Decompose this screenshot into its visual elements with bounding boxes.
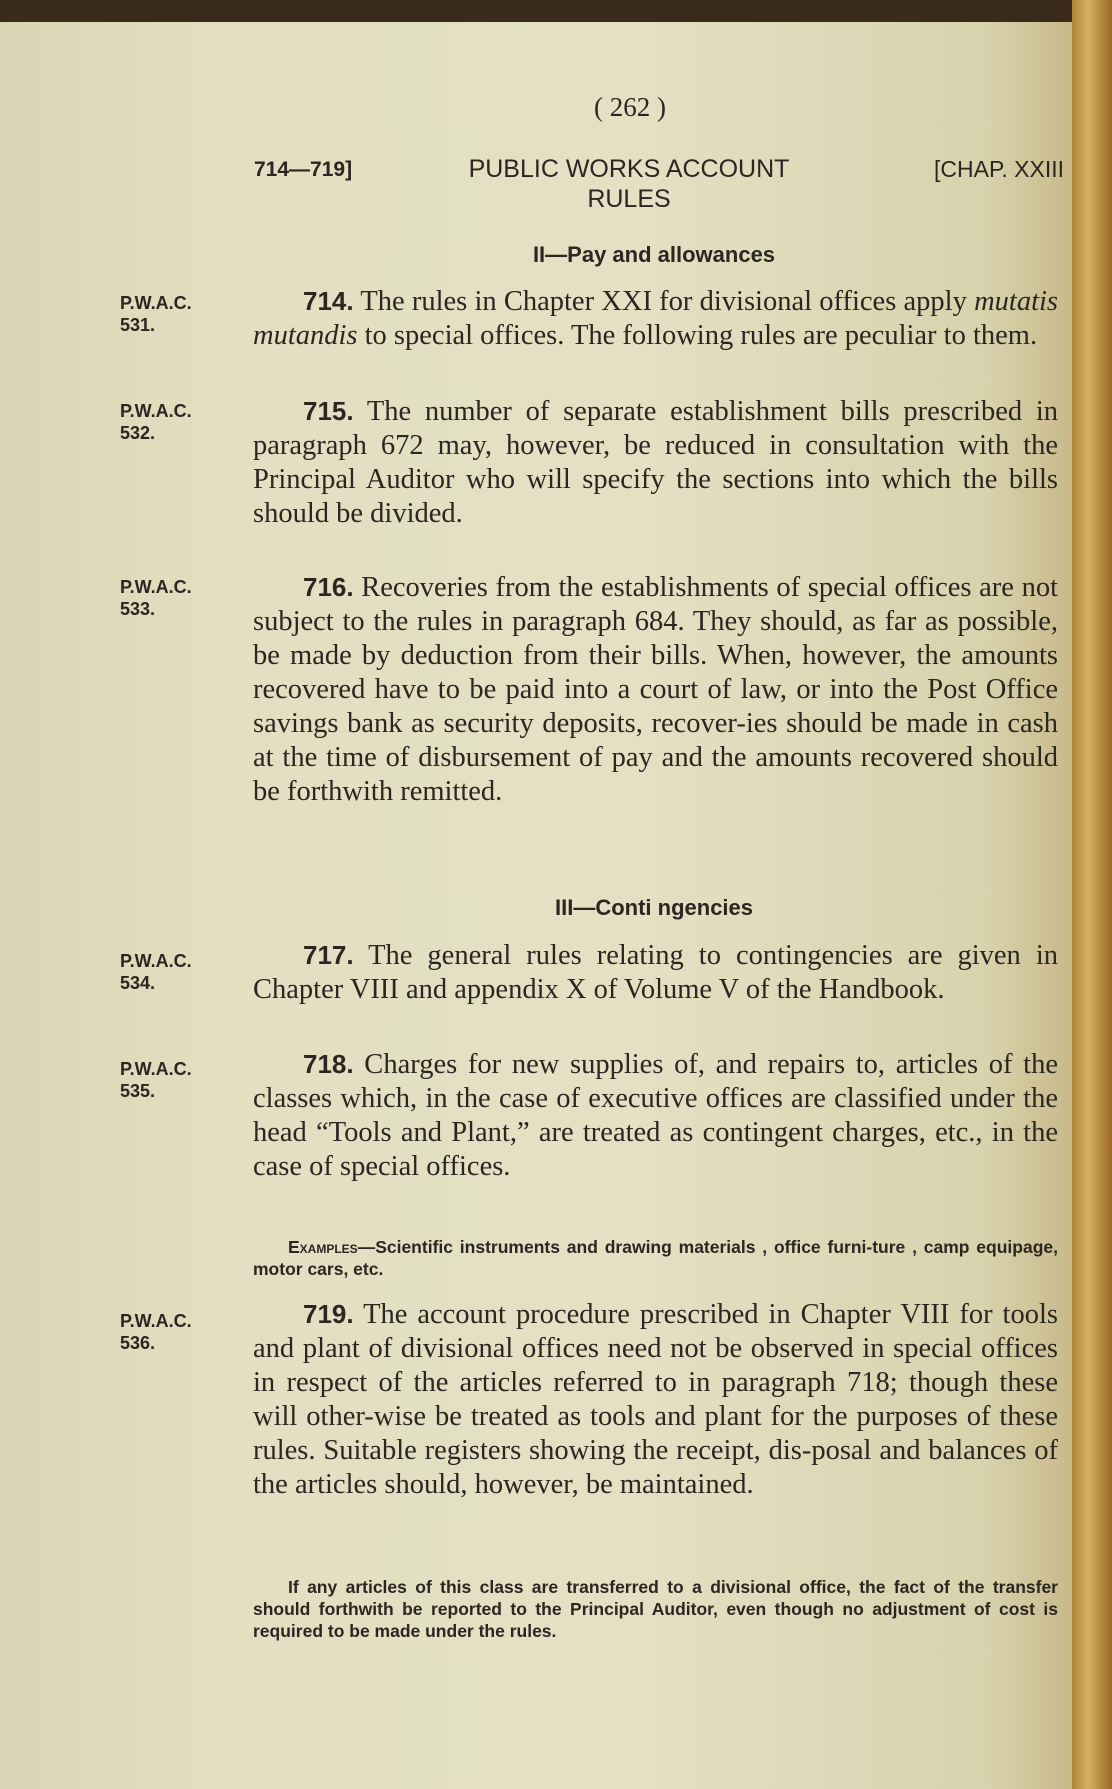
margin-ref-531 <box>120 292 192 336</box>
margin-ref-num: 535. <box>120 1081 156 1101</box>
paragraph-number: 718. <box>303 1049 354 1079</box>
margin-ref-code: P.W.A.C. <box>120 1059 192 1079</box>
paragraph-number: 715. <box>303 396 354 426</box>
chapter-label: [CHAP. XXIII <box>934 156 1064 182</box>
margin-ref-535 <box>120 1058 192 1102</box>
margin-ref-num: 532. <box>120 423 156 443</box>
paragraph-number: 717. <box>303 940 354 970</box>
margin-ref-code: P.W.A.C. <box>120 951 192 971</box>
paragraph-range: 714—719] <box>254 158 353 181</box>
paragraph-text: Charges for new supplies of, and repairs to, articles of the classes which, in the case of executive offices are classified under the head “Tools and Plant,” are treated as contingent charges, etc., in the case of special offices. <box>253 1049 1058 1182</box>
section-heading-pay: II—Pay and allowances <box>532 242 776 267</box>
paragraph-717 <box>253 938 1058 1007</box>
section-heading-contingencies: III—Conti ngencies <box>554 895 754 920</box>
margin-ref-num: 531. <box>120 315 156 335</box>
margin-ref-code: P.W.A.C. <box>120 1311 192 1331</box>
margin-ref-533 <box>120 576 192 620</box>
paragraph-number: 714. <box>303 286 354 316</box>
margin-ref-code: P.W.A.C. <box>120 293 192 313</box>
margin-ref-num: 536. <box>120 1333 156 1353</box>
book-edge <box>1072 0 1112 1789</box>
paragraph-716 <box>253 570 1058 809</box>
paragraph-715 <box>253 394 1058 531</box>
paragraph-text: The general rules relating to contingencies are given in Chapter VIII and appendix X of Volume V of the Handbook. <box>253 940 1058 1005</box>
margin-ref-536 <box>120 1310 192 1354</box>
margin-ref-534 <box>120 950 192 994</box>
margin-ref-532 <box>120 400 192 444</box>
margin-ref-num: 533. <box>120 599 156 619</box>
running-title: PUBLIC WORKS ACCOUNT RULES <box>468 155 790 213</box>
italic-phrase: mutatis mutandis <box>253 286 1058 351</box>
paragraph-718 <box>253 1047 1058 1184</box>
page-number: ( 262 ) <box>594 92 666 122</box>
margin-ref-num: 534. <box>120 973 156 993</box>
paragraph-719 <box>253 1297 1058 1502</box>
paragraph-text: to special offices. The following rules are peculiar to them. <box>357 320 1038 351</box>
margin-ref-code: P.W.A.C. <box>120 577 192 597</box>
margin-ref-code: P.W.A.C. <box>120 401 192 421</box>
examples-label: Examples <box>288 1237 358 1257</box>
examples-text: —Scientific instruments and drawing materials , office furni-ture , camp equipage, motor cars, etc. <box>253 1237 1058 1279</box>
paragraph-text: The number of separate establishment bills prescribed in paragraph 672 may, however, be reduced in consultation with the Principal Auditor who will specify the sections into which the bills should be divided. <box>253 396 1058 529</box>
examples-note <box>253 1236 1058 1280</box>
paragraph-text: Recoveries from the establishments of special offices are not subject to the rules in paragraph 684. They should, as far as possible, be made by deduction from their bills. When, however, the amounts recovered have to be paid into a court of law, or into the Post Office savings bank as security deposits, recover-ies should be made in cash at the time of disbursement of pay and the amounts recovered should be forthwith remitted. <box>253 572 1058 807</box>
paragraph-text: The rules in Chapter XXI for divisional offices apply <box>353 286 975 317</box>
paragraph-number: 716. <box>303 572 354 602</box>
paragraph-714 <box>253 284 1058 353</box>
footnote: If any articles of this class are transferred to a divisional office, the fact of the transfer should forthwith be reported to the Principal Auditor, even though no adjustment of cost is required to be made under the rules. <box>253 1577 1058 1641</box>
paragraph-text: The account procedure prescribed in Chapter VIII for tools and plant of divisional offices need not be observed in special offices in respect of the articles referred to in paragraph 718; though these will other-wise be treated as tools and plant for the purposes of these rules. Suitable registers showing the receipt, dis-posal and balances of the articles should, however, be maintained. <box>253 1299 1058 1500</box>
paragraph-number: 719. <box>303 1299 354 1329</box>
